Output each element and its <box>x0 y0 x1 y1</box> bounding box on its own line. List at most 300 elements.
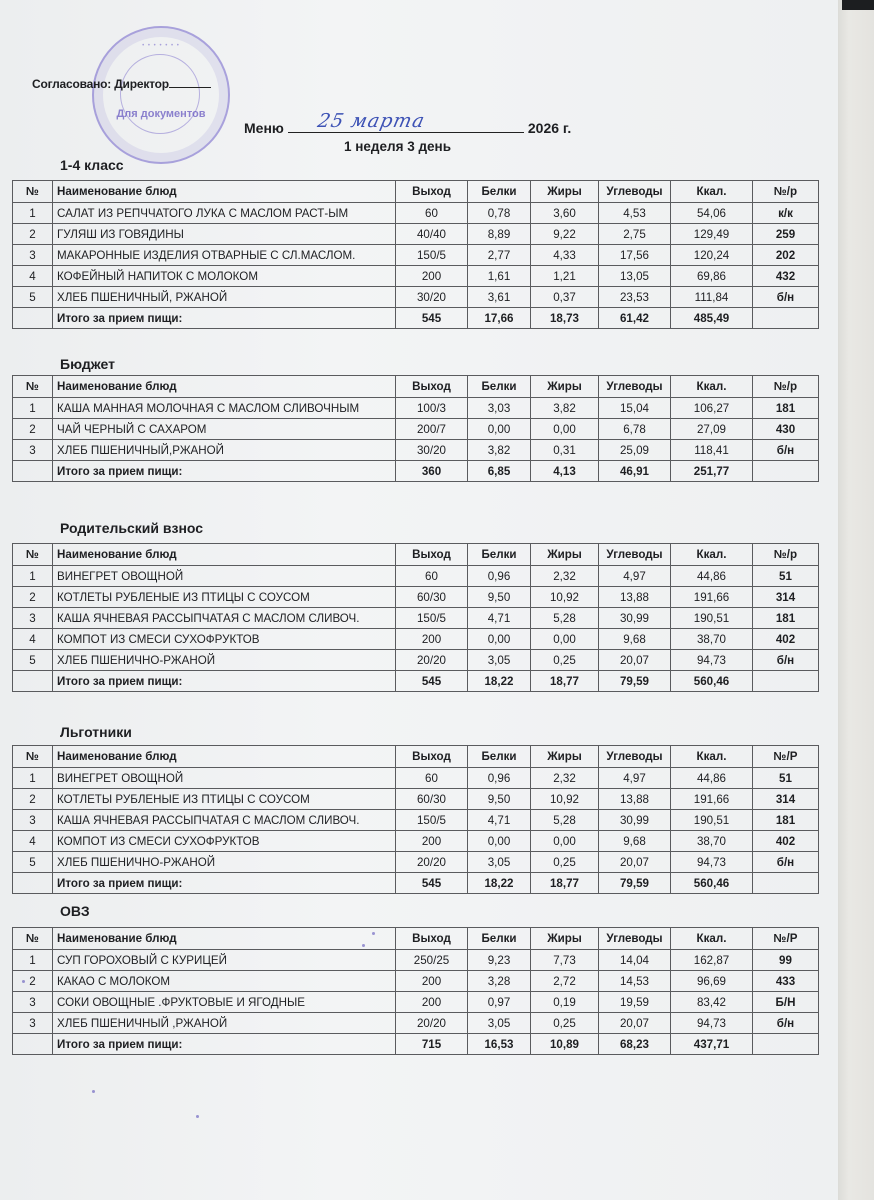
yield-value: 200 <box>396 266 468 287</box>
total-row <box>13 1034 819 1055</box>
yield-value: 60 <box>396 566 468 587</box>
table-row <box>13 950 819 971</box>
dish-name: СУП ГОРОХОВЫЙ С КУРИЦЕЙ <box>53 950 396 971</box>
dish-name: КОФЕЙНЫЙ НАПИТОК С МОЛОКОМ <box>53 266 396 287</box>
header-yield: Выход <box>396 544 468 566</box>
dish-name: ВИНЕГРЕТ ОВОЩНОЙ <box>53 566 396 587</box>
total-code-empty <box>753 873 819 894</box>
carbs-value: 9,68 <box>599 831 671 852</box>
row-number: 3 <box>13 245 53 266</box>
table-row <box>13 398 819 419</box>
protein-value: 9,23 <box>468 950 531 971</box>
fat-value: 0,25 <box>531 852 599 873</box>
row-number: 2 <box>13 971 53 992</box>
kcal-value: 69,86 <box>671 266 753 287</box>
header-recipe-code: №/р <box>753 376 819 398</box>
yield-value: 60 <box>396 768 468 789</box>
header-yield: Выход <box>396 928 468 950</box>
protein-value: 9,50 <box>468 587 531 608</box>
header-kcal: Ккал. <box>671 544 753 566</box>
recipe-code: 259 <box>753 224 819 245</box>
recipe-code: 51 <box>753 768 819 789</box>
table-header-row <box>13 544 819 566</box>
header-yield: Выход <box>396 181 468 203</box>
total-row <box>13 671 819 692</box>
table-header-row <box>13 181 819 203</box>
fat-value: 2,32 <box>531 566 599 587</box>
protein-value: 2,77 <box>468 245 531 266</box>
table-row <box>13 287 819 308</box>
menu-table <box>12 745 819 894</box>
fat-value: 5,28 <box>531 608 599 629</box>
header-number: № <box>13 746 53 768</box>
table-row <box>13 971 819 992</box>
kcal-value: 191,66 <box>671 789 753 810</box>
total-label: Итого за прием пищи: <box>53 873 396 894</box>
kcal-value: 96,69 <box>671 971 753 992</box>
table-row <box>13 224 819 245</box>
dish-name: ГУЛЯШ ИЗ ГОВЯДИНЫ <box>53 224 396 245</box>
dish-name: КОМПОТ ИЗ СМЕСИ СУХОФРУКТОВ <box>53 831 396 852</box>
total-yield: 715 <box>396 1034 468 1055</box>
recipe-code: Б/Н <box>753 992 819 1013</box>
carbs-value: 13,88 <box>599 587 671 608</box>
protein-value: 3,05 <box>468 650 531 671</box>
header-protein: Белки <box>468 544 531 566</box>
protein-value: 0,78 <box>468 203 531 224</box>
kcal-value: 190,51 <box>671 608 753 629</box>
header-yield: Выход <box>396 746 468 768</box>
total-code-empty <box>753 1034 819 1055</box>
fat-value: 0,00 <box>531 831 599 852</box>
dish-name: ХЛЕБ ПШЕНИЧНО-РЖАНОЙ <box>53 852 396 873</box>
handwritten-date: 25 марта <box>315 110 428 132</box>
recipe-code: 181 <box>753 608 819 629</box>
row-number: 1 <box>13 950 53 971</box>
total-yield: 545 <box>396 671 468 692</box>
table-row <box>13 852 819 873</box>
kcal-value: 190,51 <box>671 810 753 831</box>
row-number: 1 <box>13 566 53 587</box>
menu-table <box>12 375 819 482</box>
total-kcal: 560,46 <box>671 671 753 692</box>
total-yield: 545 <box>396 873 468 894</box>
approval-label: Согласовано: Директор <box>32 77 169 91</box>
menu-table <box>12 927 819 1055</box>
yield-value: 150/5 <box>396 810 468 831</box>
protein-value: 4,71 <box>468 810 531 831</box>
table-row <box>13 440 819 461</box>
row-number: 5 <box>13 287 53 308</box>
section-title: Родительский взнос <box>60 520 204 536</box>
yield-value: 40/40 <box>396 224 468 245</box>
kcal-value: 54,06 <box>671 203 753 224</box>
recipe-code: к/к <box>753 203 819 224</box>
protein-value: 1,61 <box>468 266 531 287</box>
header-kcal: Ккал. <box>671 928 753 950</box>
header-carbs: Углеводы <box>599 746 671 768</box>
protein-value: 4,71 <box>468 608 531 629</box>
carbs-value: 17,56 <box>599 245 671 266</box>
table-row <box>13 1013 819 1034</box>
fat-value: 0,19 <box>531 992 599 1013</box>
header-number: № <box>13 544 53 566</box>
table-row <box>13 768 819 789</box>
total-empty-cell <box>13 1034 53 1055</box>
recipe-code: 181 <box>753 810 819 831</box>
header-fat: Жиры <box>531 181 599 203</box>
yield-value: 30/20 <box>396 440 468 461</box>
header-fat: Жиры <box>531 544 599 566</box>
header-yield: Выход <box>396 376 468 398</box>
header-dish-name: Наименование блюд <box>53 181 396 203</box>
kcal-value: 44,86 <box>671 768 753 789</box>
protein-value: 0,96 <box>468 768 531 789</box>
dish-name: КАКАО С МОЛОКОМ <box>53 971 396 992</box>
total-fat: 10,89 <box>531 1034 599 1055</box>
header-carbs: Углеводы <box>599 928 671 950</box>
row-number: 3 <box>13 440 53 461</box>
carbs-value: 6,78 <box>599 419 671 440</box>
recipe-code: 99 <box>753 950 819 971</box>
protein-value: 3,05 <box>468 852 531 873</box>
total-empty-cell <box>13 461 53 482</box>
row-number: 3 <box>13 608 53 629</box>
row-number: 5 <box>13 650 53 671</box>
yield-value: 20/20 <box>396 1013 468 1034</box>
fat-value: 3,60 <box>531 203 599 224</box>
total-row <box>13 308 819 329</box>
dish-name: СОКИ ОВОЩНЫЕ .ФРУКТОВЫЕ И ЯГОДНЫЕ <box>53 992 396 1013</box>
fat-value: 0,25 <box>531 650 599 671</box>
protein-value: 3,61 <box>468 287 531 308</box>
header-carbs: Углеводы <box>599 544 671 566</box>
carbs-value: 2,75 <box>599 224 671 245</box>
row-number: 2 <box>13 587 53 608</box>
carbs-value: 4,97 <box>599 566 671 587</box>
section-title: 1-4 класс <box>60 157 124 173</box>
row-number: 1 <box>13 203 53 224</box>
section-title: Льготники <box>60 724 132 740</box>
header-carbs: Углеводы <box>599 376 671 398</box>
row-number: 5 <box>13 852 53 873</box>
header-recipe-code: №/Р <box>753 746 819 768</box>
total-row <box>13 461 819 482</box>
header-protein: Белки <box>468 181 531 203</box>
table-row <box>13 419 819 440</box>
recipe-code: 51 <box>753 566 819 587</box>
dish-name: ХЛЕБ ПШЕНИЧНЫЙ,РЖАНОЙ <box>53 440 396 461</box>
total-label: Итого за прием пищи: <box>53 461 396 482</box>
table-row <box>13 587 819 608</box>
fat-value: 0,31 <box>531 440 599 461</box>
fat-value: 2,32 <box>531 768 599 789</box>
stamp-ring-text: • • • • • • • <box>142 43 180 49</box>
row-number: 1 <box>13 398 53 419</box>
recipe-code: 181 <box>753 398 819 419</box>
table-header-row <box>13 746 819 768</box>
yield-value: 150/5 <box>396 245 468 266</box>
header-fat: Жиры <box>531 928 599 950</box>
year-label: 2026 г. <box>527 120 572 136</box>
protein-value: 3,05 <box>468 1013 531 1034</box>
fat-value: 7,73 <box>531 950 599 971</box>
dish-name: КАША ЯЧНЕВАЯ РАССЫПЧАТАЯ С МАСЛОМ СЛИВОЧ. <box>53 608 396 629</box>
kcal-value: 118,41 <box>671 440 753 461</box>
carbs-value: 25,09 <box>599 440 671 461</box>
yield-value: 200 <box>396 831 468 852</box>
recipe-code: б/н <box>753 852 819 873</box>
total-label: Итого за прием пищи: <box>53 671 396 692</box>
protein-value: 0,96 <box>468 566 531 587</box>
recipe-code: б/н <box>753 650 819 671</box>
table-header-row <box>13 928 819 950</box>
total-label: Итого за прием пищи: <box>53 1034 396 1055</box>
fat-value: 5,28 <box>531 810 599 831</box>
total-yield: 545 <box>396 308 468 329</box>
dish-name: КАША МАННАЯ МОЛОЧНАЯ С МАСЛОМ СЛИВОЧНЫМ <box>53 398 396 419</box>
fat-value: 2,72 <box>531 971 599 992</box>
carbs-value: 13,05 <box>599 266 671 287</box>
recipe-code: 314 <box>753 587 819 608</box>
ink-speck <box>362 944 365 947</box>
header-recipe-code: №/р <box>753 544 819 566</box>
header-fat: Жиры <box>531 376 599 398</box>
ink-speck <box>196 1115 199 1118</box>
yield-value: 60/30 <box>396 789 468 810</box>
recipe-code: 314 <box>753 789 819 810</box>
protein-value: 9,50 <box>468 789 531 810</box>
fat-value: 0,00 <box>531 419 599 440</box>
total-carbs: 68,23 <box>599 1034 671 1055</box>
kcal-value: 44,86 <box>671 566 753 587</box>
row-number: 4 <box>13 629 53 650</box>
kcal-value: 120,24 <box>671 245 753 266</box>
total-empty-cell <box>13 873 53 894</box>
carbs-value: 14,04 <box>599 950 671 971</box>
recipe-code: б/н <box>753 1013 819 1034</box>
kcal-value: 27,09 <box>671 419 753 440</box>
protein-value: 3,82 <box>468 440 531 461</box>
header-dish-name: Наименование блюд <box>53 928 396 950</box>
dish-name: КОТЛЕТЫ РУБЛЕНЫЕ ИЗ ПТИЦЫ С СОУСОМ <box>53 587 396 608</box>
total-carbs: 46,91 <box>599 461 671 482</box>
carbs-value: 4,53 <box>599 203 671 224</box>
recipe-code: 432 <box>753 266 819 287</box>
protein-value: 3,28 <box>468 971 531 992</box>
dish-name: САЛАТ ИЗ РЕПЧЧАТОГО ЛУКА С МАСЛОМ РАСТ-ЫМ <box>53 203 396 224</box>
yield-value: 200 <box>396 629 468 650</box>
carbs-value: 30,99 <box>599 608 671 629</box>
dish-name: МАКАРОННЫЕ ИЗДЕЛИЯ ОТВАРНЫЕ С СЛ.МАСЛОМ. <box>53 245 396 266</box>
table-row <box>13 608 819 629</box>
yield-value: 200 <box>396 971 468 992</box>
header-protein: Белки <box>468 928 531 950</box>
total-yield: 360 <box>396 461 468 482</box>
fat-value: 1,21 <box>531 266 599 287</box>
dish-name: ХЛЕБ ПШЕНИЧНО-РЖАНОЙ <box>53 650 396 671</box>
header-dish-name: Наименование блюд <box>53 746 396 768</box>
header-number: № <box>13 181 53 203</box>
carbs-value: 4,97 <box>599 768 671 789</box>
section-title: ОВЗ <box>60 903 90 919</box>
fat-value: 10,92 <box>531 587 599 608</box>
signature-line <box>169 76 211 88</box>
total-protein: 18,22 <box>468 671 531 692</box>
carbs-value: 14,53 <box>599 971 671 992</box>
table-row <box>13 629 819 650</box>
header-number: № <box>13 928 53 950</box>
row-number: 2 <box>13 224 53 245</box>
fat-value: 9,22 <box>531 224 599 245</box>
fat-value: 4,33 <box>531 245 599 266</box>
dish-name: КОТЛЕТЫ РУБЛЕНЫЕ ИЗ ПТИЦЫ С СОУСОМ <box>53 789 396 810</box>
total-label: Итого за прием пищи: <box>53 308 396 329</box>
table-row <box>13 810 819 831</box>
total-fat: 18,77 <box>531 873 599 894</box>
scan-edge-dark <box>842 0 874 10</box>
kcal-value: 94,73 <box>671 852 753 873</box>
scan-edge <box>838 0 874 1200</box>
row-number: 4 <box>13 266 53 287</box>
carbs-value: 30,99 <box>599 810 671 831</box>
kcal-value: 129,49 <box>671 224 753 245</box>
header-fat: Жиры <box>531 746 599 768</box>
total-protein: 17,66 <box>468 308 531 329</box>
carbs-value: 23,53 <box>599 287 671 308</box>
fat-value: 0,37 <box>531 287 599 308</box>
total-kcal: 560,46 <box>671 873 753 894</box>
recipe-code: 430 <box>753 419 819 440</box>
yield-value: 60/30 <box>396 587 468 608</box>
total-code-empty <box>753 461 819 482</box>
table-row <box>13 650 819 671</box>
header-dish-name: Наименование блюд <box>53 376 396 398</box>
protein-value: 0,00 <box>468 629 531 650</box>
header-recipe-code: №/Р <box>753 928 819 950</box>
header-number: № <box>13 376 53 398</box>
yield-value: 200/7 <box>396 419 468 440</box>
total-kcal: 437,71 <box>671 1034 753 1055</box>
row-number: 2 <box>13 419 53 440</box>
table-row <box>13 831 819 852</box>
week-day-label: 1 неделя 3 день <box>344 139 451 154</box>
total-kcal: 251,77 <box>671 461 753 482</box>
total-carbs: 61,42 <box>599 308 671 329</box>
recipe-code: 402 <box>753 831 819 852</box>
ink-speck <box>22 980 25 983</box>
row-number: 1 <box>13 768 53 789</box>
header-carbs: Углеводы <box>599 181 671 203</box>
kcal-value: 94,73 <box>671 650 753 671</box>
section-title: Бюджет <box>60 356 115 372</box>
total-code-empty <box>753 308 819 329</box>
menu-table <box>12 180 819 329</box>
protein-value: 0,00 <box>468 419 531 440</box>
dish-name: ЧАЙ ЧЕРНЫЙ С САХАРОМ <box>53 419 396 440</box>
table-row <box>13 992 819 1013</box>
total-empty-cell <box>13 308 53 329</box>
total-row <box>13 873 819 894</box>
date-field <box>288 110 524 133</box>
yield-value: 20/20 <box>396 650 468 671</box>
kcal-value: 38,70 <box>671 831 753 852</box>
table-row <box>13 789 819 810</box>
row-number: 4 <box>13 831 53 852</box>
menu-title <box>244 110 572 136</box>
protein-value: 0,00 <box>468 831 531 852</box>
header-recipe-code: №/р <box>753 181 819 203</box>
carbs-value: 13,88 <box>599 789 671 810</box>
protein-value: 3,03 <box>468 398 531 419</box>
total-fat: 18,77 <box>531 671 599 692</box>
yield-value: 150/5 <box>396 608 468 629</box>
carbs-value: 20,07 <box>599 852 671 873</box>
table-row <box>13 245 819 266</box>
dish-name: ВИНЕГРЕТ ОВОЩНОЙ <box>53 768 396 789</box>
total-fat: 18,73 <box>531 308 599 329</box>
table-row <box>13 566 819 587</box>
table-header-row <box>13 376 819 398</box>
total-kcal: 485,49 <box>671 308 753 329</box>
stamp-center-text: Для документов <box>116 108 206 120</box>
fat-value: 3,82 <box>531 398 599 419</box>
header-kcal: Ккал. <box>671 746 753 768</box>
total-protein: 6,85 <box>468 461 531 482</box>
menu-label: Меню <box>244 120 284 136</box>
carbs-value: 20,07 <box>599 1013 671 1034</box>
total-carbs: 79,59 <box>599 873 671 894</box>
fat-value: 0,00 <box>531 629 599 650</box>
recipe-code: 433 <box>753 971 819 992</box>
row-number: 3 <box>13 992 53 1013</box>
dish-name: КАША ЯЧНЕВАЯ РАССЫПЧАТАЯ С МАСЛОМ СЛИВОЧ. <box>53 810 396 831</box>
total-empty-cell <box>13 671 53 692</box>
kcal-value: 83,42 <box>671 992 753 1013</box>
kcal-value: 94,73 <box>671 1013 753 1034</box>
header-protein: Белки <box>468 746 531 768</box>
header-protein: Белки <box>468 376 531 398</box>
header-kcal: Ккал. <box>671 181 753 203</box>
header-kcal: Ккал. <box>671 376 753 398</box>
header-dish-name: Наименование блюд <box>53 544 396 566</box>
dish-name: КОМПОТ ИЗ СМЕСИ СУХОФРУКТОВ <box>53 629 396 650</box>
total-protein: 18,22 <box>468 873 531 894</box>
total-code-empty <box>753 671 819 692</box>
fat-value: 0,25 <box>531 1013 599 1034</box>
ink-speck <box>92 1090 95 1093</box>
dish-name: ХЛЕБ ПШЕНИЧНЫЙ ,РЖАНОЙ <box>53 1013 396 1034</box>
total-fat: 4,13 <box>531 461 599 482</box>
yield-value: 200 <box>396 992 468 1013</box>
recipe-code: б/н <box>753 287 819 308</box>
carbs-value: 9,68 <box>599 629 671 650</box>
yield-value: 250/25 <box>396 950 468 971</box>
yield-value: 20/20 <box>396 852 468 873</box>
protein-value: 8,89 <box>468 224 531 245</box>
yield-value: 60 <box>396 203 468 224</box>
recipe-code: б/н <box>753 440 819 461</box>
total-carbs: 79,59 <box>599 671 671 692</box>
protein-value: 0,97 <box>468 992 531 1013</box>
fat-value: 10,92 <box>531 789 599 810</box>
row-number: 3 <box>13 810 53 831</box>
row-number: 2 <box>13 789 53 810</box>
yield-value: 30/20 <box>396 287 468 308</box>
kcal-value: 162,87 <box>671 950 753 971</box>
yield-value: 100/3 <box>396 398 468 419</box>
carbs-value: 20,07 <box>599 650 671 671</box>
